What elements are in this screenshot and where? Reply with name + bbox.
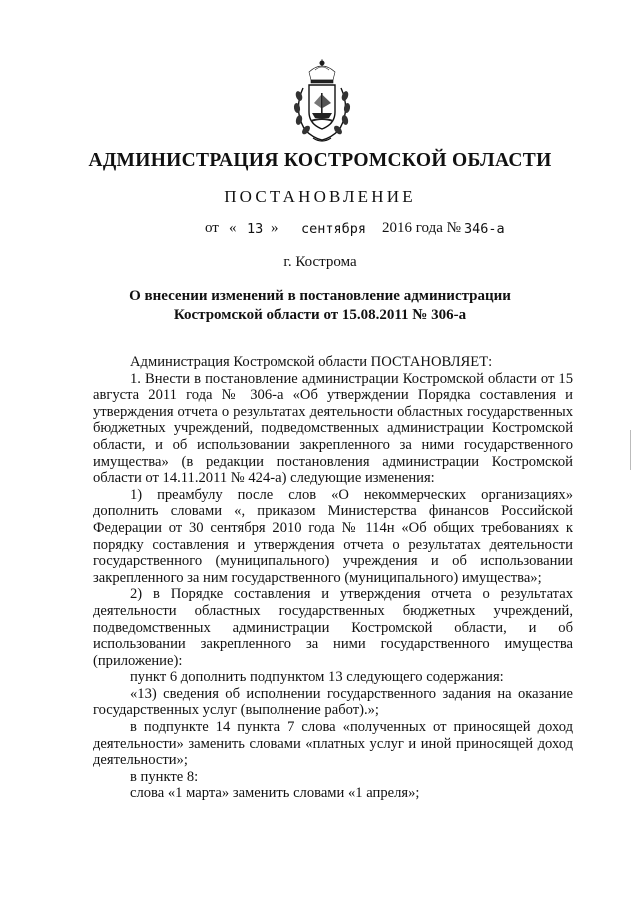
body-paragraph-7: в подпункте 14 пункта 7 слова «полученных от приносящей доход деятельности» заменить словами «платных услуг и иной приносящей доход деятельности»; [93, 719, 573, 769]
subject-line-2: Костромской области от 15.08.2011 № 306-а [173, 307, 467, 323]
date-prefix: от [205, 220, 219, 236]
body-paragraph-3: 1) преамбулу после слов «О некоммерческих организациях» дополнить словами «, приказом Министерства финансов Российской Федерации от 30 сентября 2010 года № 114н «Об общих требованиях к порядку составления и утверждения отчета о результатах деятельности государственного (муниципального) учреждения и об использовании закрепленного за ним государственного (муниципального) имущества»; [93, 486, 573, 586]
document-number: 346-а [464, 221, 505, 237]
document-type: ПОСТАНОВЛЕНИЕ [224, 187, 416, 206]
body-paragraph-1: Администрация Костромской области ПОСТАНОВЛЯЕТ: [130, 354, 493, 370]
body-paragraph-8: в пункте 8: [130, 768, 199, 785]
organization-title: АДМИНИСТРАЦИЯ КОСТРОМСКОЙ ОБЛАСТИ [88, 150, 552, 171]
subject-line-1: О внесении изменений в постановление администрации [129, 288, 511, 304]
body-paragraph-5: пункт 6 дополнить подпунктом 13 следующего содержания: [130, 669, 504, 686]
document-subject [0, 287, 640, 325]
body-paragraph-4: 2) в Порядке составления и утверждения отчета о результатах деятельности областных государственных бюджетных учреждений, подведомственных администрации Костромской области, и об использовании закрепленного за ними государственного имущества (приложение): [93, 586, 573, 669]
body-paragraph-6: «13) сведения об исполнении государственного задания на оказание государственных услуг (выполнение работ).»; [93, 685, 573, 719]
body-paragraph-9: слова «1 марта» заменить словами «1 апреля»; [130, 785, 420, 802]
date-day: 13 [247, 221, 264, 237]
scan-edge-mark [630, 430, 632, 470]
date-quote-close: » [271, 220, 279, 236]
kostroma-coat-of-arms-icon [289, 58, 355, 144]
date-year-text: 2016 года № [382, 220, 461, 236]
city-name: г. Кострома [283, 254, 357, 270]
document-body [93, 354, 573, 802]
date-month: сентября [301, 221, 367, 237]
body-paragraph-2: 1. Внести в постановление администрации Костромской области от 15 августа 2011 года № 306-а «Об утверждении Порядка составления и утверждения отчета о результатах деятельности областных государственных бюджетных учреждений, подведомственных администрации Костромской области, и об использовании закрепленного за ними государственного имущества» (в редакции постановления администрации Костромской области от 14.11.2011 № 424-а) следующие изменения: [93, 370, 573, 487]
date-quote-open: « [229, 220, 237, 236]
